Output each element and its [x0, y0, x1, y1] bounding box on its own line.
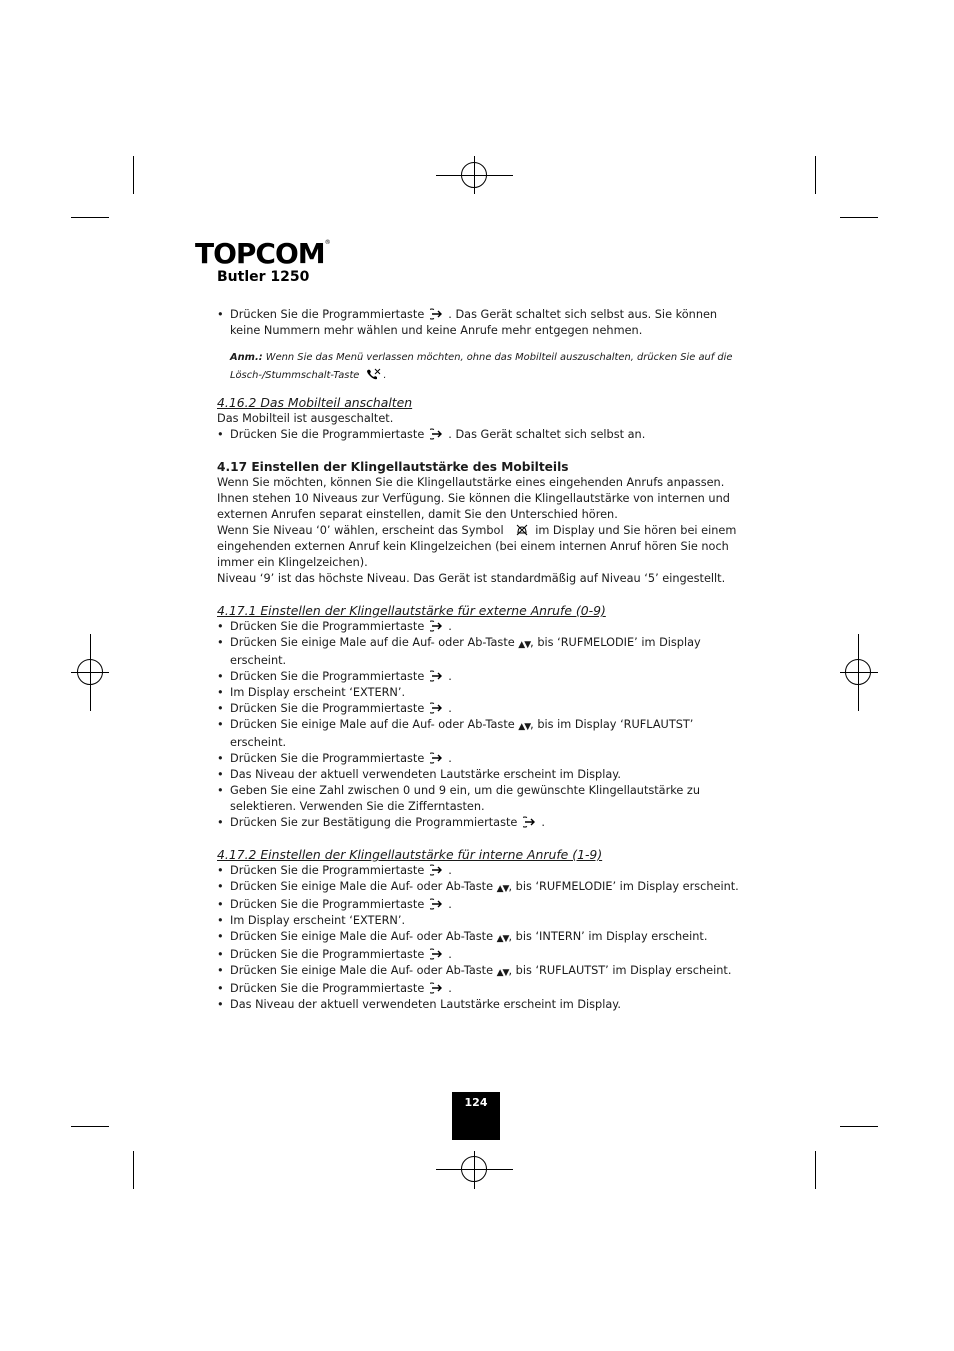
crop-mark [71, 1126, 109, 1127]
section-heading: 4.16.2 Das Mobilteil anschalten [217, 395, 413, 410]
model-name: Butler 1250 [217, 269, 310, 285]
note: Anm.: Wenn Sie das Menü verlassen möchten, ohne das Mobilteil auszuschalten, drücken Sie auf die Lösch-/Stummschalt-Taste . [230, 352, 733, 381]
list-item: • Drücken Sie einige Male die Auf- oder Ab-Taste ▲▼, bis ‘INTERN’ im Display erscheint. [217, 929, 749, 947]
program-key-icon [430, 948, 446, 960]
section-heading: 4.17.2 Einstellen der Klingellautstärke für interne Anrufe (1-9) [217, 847, 603, 862]
program-key-icon [430, 864, 446, 876]
program-key-icon [430, 428, 446, 440]
up-down-arrow-icon: ▲▼ [518, 722, 531, 732]
registration-circle [845, 659, 871, 685]
list-item: • Im Display erscheint ‘EXTERN’. [217, 685, 749, 701]
program-key-icon [430, 752, 446, 764]
program-key-icon [430, 898, 446, 910]
list-item: • Geben Sie eine Zahl zwischen 0 und 9 ein, um die gewünschte Klingellautstärke zu selektieren. Verwenden Sie die Zifferntasten. [217, 783, 749, 815]
up-down-arrow-icon: ▲▼ [496, 884, 509, 894]
list-item: • Das Niveau der aktuell verwendeten Lautstärke erscheint im Display. [217, 767, 749, 783]
program-key-icon [523, 816, 539, 828]
list-item: • Drücken Sie die Programmiertaste . [217, 751, 749, 767]
list-item: • Drücken Sie die Programmiertaste . [217, 947, 749, 963]
section-heading: 4.17 Einstellen der Klingellautstärke des Mobilteils [217, 460, 569, 474]
list-item: • Drücken Sie die Programmiertaste . Das Gerät schaltet sich selbst an. [217, 427, 749, 443]
manual-content [217, 307, 749, 1013]
brand-logo: TOPCOM® [195, 237, 330, 270]
page-number: 124 [452, 1092, 500, 1140]
registration-circle [77, 659, 103, 685]
crop-mark [815, 156, 816, 194]
crop-mark [840, 1126, 878, 1127]
list-item: • Drücken Sie die Programmiertaste . [217, 669, 749, 685]
list-item: • Drücken Sie einige Male die Auf- oder Ab-Taste ▲▼, bis ‘RUFMELODIE’ im Display erscheint. [217, 879, 749, 897]
list-item: • Drücken Sie die Programmiertaste . [217, 897, 749, 913]
crop-mark [815, 1151, 816, 1189]
ringer-off-icon [514, 524, 530, 536]
list-item: • Drücken Sie die Programmiertaste . [217, 863, 749, 879]
section-heading: 4.17.1 Einstellen der Klingellautstärke für externe Anrufe (0-9) [217, 603, 606, 618]
list-item: • Das Niveau der aktuell verwendeten Lautstärke erscheint im Display. [217, 997, 749, 1013]
list-item: • Im Display erscheint ‘EXTERN’. [217, 913, 749, 929]
paragraph: Niveau ‘9’ ist das höchste Niveau. Das Gerät ist standardmäßig auf Niveau ‘5’ eingestellt. [217, 572, 726, 585]
program-key-icon [430, 620, 446, 632]
program-key-icon [430, 670, 446, 682]
list-item: • Drücken Sie die Programmiertaste . [217, 619, 749, 635]
up-down-arrow-icon: ▲▼ [518, 640, 531, 650]
program-key-icon [430, 702, 446, 714]
program-key-icon [430, 982, 446, 994]
up-down-arrow-icon: ▲▼ [496, 934, 509, 944]
list-item: • Drücken Sie einige Male die Auf- oder Ab-Taste ▲▼, bis ‘RUFLAUTST’ im Display erscheint. [217, 963, 749, 981]
program-key-icon [430, 308, 446, 320]
crop-mark [133, 156, 134, 194]
list-item: • Drücken Sie die Programmiertaste . [217, 981, 749, 997]
paragraph: Das Mobilteil ist ausgeschaltet. [217, 412, 394, 425]
list-item: • Drücken Sie die Programmiertaste . Das Gerät schaltet sich selbst aus. Sie können keine Nummern mehr wählen und keine Anrufe mehr entgegen nehmen. [217, 307, 749, 339]
registration-circle [461, 1156, 487, 1182]
crop-mark [840, 217, 878, 218]
list-item: • Drücken Sie die Programmiertaste . [217, 701, 749, 717]
registration-circle [461, 162, 487, 188]
crop-mark [71, 217, 109, 218]
crop-mark [133, 1151, 134, 1189]
list-item: • Drücken Sie einige Male auf die Auf- oder Ab-Taste ▲▼, bis ‘RUFMELODIE’ im Display erscheint. [217, 635, 749, 669]
list-item: • Drücken Sie einige Male auf die Auf- oder Ab-Taste ▲▼, bis im Display ‘RUFLAUTST’ erscheint. [217, 717, 749, 751]
mute-handset-icon [365, 368, 381, 380]
paragraph: Wenn Sie möchten, können Sie die Klingellautstärke eines eingehenden Anrufs anpassen. Ihnen stehen 10 Niveaus zur Verfügung. Sie können die Klingellautstärke von internen und externen Anrufen separat einstellen, damit Sie den Unterschied hören. [217, 476, 730, 521]
paragraph: Wenn Sie Niveau ‘0’ wählen, erscheint das Symbol im Display und Sie hören bei einem eingehenden externen Anruf kein Klingelzeichen (bei einem internen Anruf hören Sie noch immer ein Klingelzeichen). [217, 524, 737, 569]
up-down-arrow-icon: ▲▼ [496, 968, 509, 978]
list-item: • Drücken Sie zur Bestätigung die Programmiertaste . [217, 815, 749, 831]
